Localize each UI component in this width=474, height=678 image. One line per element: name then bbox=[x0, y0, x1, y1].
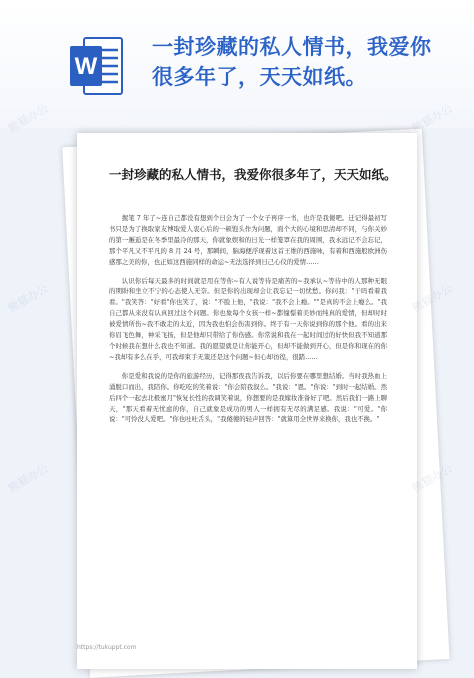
document-body bbox=[109, 213, 387, 433]
page-header bbox=[0, 0, 474, 128]
paragraph: 你是爱和我说的是你的旅游经历，记得那夜我告诉我，以后你要在哪里想结婚。当时我热血上涌脱口而出，我陪你。你吃吃的笑着说："你会陪我叙么。"我说："恩。"你说："到时一起结婚。然后四个一起去北极蜜月"恢复长性的我调笑着说，你想要的是我嫁妆准备好了吧。然后我们一路上聊天，"那天看着无忧虑的你，自己就象是成功的男人一样拥有无尽的满足感。我说："可爱。"你说："可怜没人爱吧。"你也吐吐舌头，"我傻傻的轻声回答："就算用全世界来换你，我也不换。" bbox=[109, 371, 387, 424]
page-title: 一封珍藏的私人情书，我爱你很多年了，天天如纸。 bbox=[152, 35, 432, 89]
word-document-icon bbox=[70, 36, 124, 96]
watermark-text: 熊猫办公 bbox=[5, 281, 51, 316]
document-page bbox=[77, 133, 417, 669]
paragraph: 认识你后每天最多的时间就是用在等你~有人说等待是痛苦的~我承认~等待中的人那种无眼的期盼和坐立不宁的心态使人无奈。但是你的出现却会让我忘记一切忧愁。你问我："干吗看着我看。"我笑答："好看"你也笑了，说："不脸上他，"我说："我不会上瘾。""是真的不会上瘾么。"我自己都从来没有认真回过这个问题。你也象每个女孩一样~都憧憬着美妙而纯真的爱情，但却时时被爱情所伤~我不敢走的太近，因为我也怕会伤害到你。终于有一天你说到你的那个他。看的出来你眉飞色舞，神采飞扬，但是他却只带给了你伤感。你常说和我在一起时间过的好快但我不知道那个时候我在想什么我也不知道。我的愿望就是让你能开心，但却不能做到开心，但是你和现在的你~我却有多么在乎，可我却束手无策还是这个问题~但心却彷徨，很踏…… bbox=[109, 276, 388, 361]
svg-text:W: W bbox=[74, 53, 98, 80]
source-url: https://tukuppt.com bbox=[77, 644, 137, 651]
watermark-text: 熊猫办公 bbox=[409, 281, 455, 316]
document-title: 一封珍藏的私人情书，我爱你很多年了，天天如纸。 bbox=[109, 167, 397, 182]
watermark-text: 熊猫办公 bbox=[5, 461, 51, 496]
paragraph: 握笔 7 年了~连自己都没有想到个日会为了一个女子再序一书，也许是我傻吧。迁记得最初写书只是为了换取家友博取爱人衷心后的一顿饱头作为问题，面个大的心境和思清却不同，与你关妙的第一邂逅是在冬季里最冷的那天，你就象娱和的日光一样笼罩在我的周围，我永远记不会忘记，那个平凡又不平凡的 8 月 24 号，那瞬间，脑海便浮现着这首王维的西施咏，有着和西施般欧洲伤感那之美的你，也正如这西施同样的命运~无法选择到日己心仪的爱情…… bbox=[109, 214, 387, 266]
